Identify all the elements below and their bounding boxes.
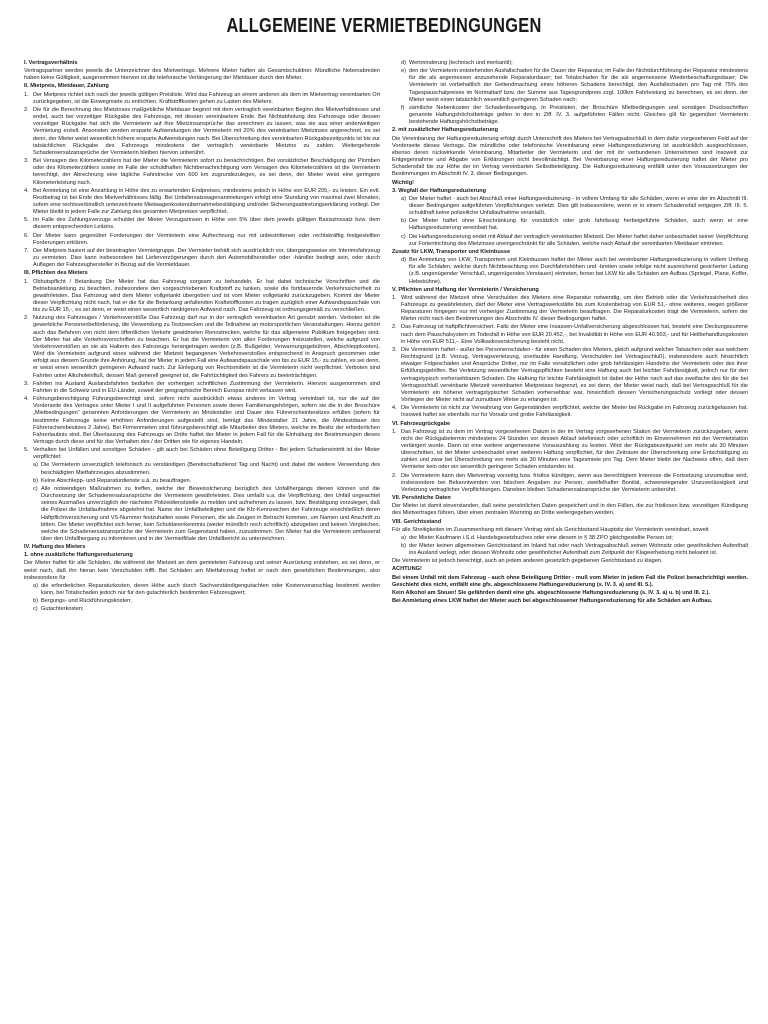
subclause-text: Der Mieter haftet - auch bei Abschluß einer Haftungsreduzierung - in vollem Umfang für alle Schäden, wenn er eine der im Abschnitt III. dieser Bedingungen aufgeführten Verpflichtungen verletzt. Dies gilt insbesondere, wenn er in einem Schadensfall entgegen Ziff. III. 5. schuldhaft keine polizeiliche Unfallaufnahme veranlaßt.	[409, 195, 748, 217]
clause-number: 5.	[24, 447, 29, 454]
clause-number: 4.	[24, 187, 29, 194]
clause-number: 5.	[24, 217, 29, 224]
clause-text: Die für die Berechnung des Mietzinses maßgebliche Mietdauer beginnt mit dem vertraglich vereinbarten Beginn des Mietverhältnisses und endet, auch bei vorzeitiger Rückgabe des Fahrzeugs, mit dessen vereinbartem Ende. Bei Nichtabholung des Fahrzeugs oder dessen vorzeitiger Rückgabe hat sich die Vermieterin auf ihre Mietzinsansprüche das anrechnen zu lassen, was sie aus einer anderweitigen Vermietung erzielt. Ansonsten werden ersparte Aufwendungen der Vermieterin mit 20% des vereinbarten Mietzinses angerechnet, es sei denn, der Mieter weist wesentlich höhere ersparte Aufwendungen nach. Bei Überschreitung des vereinbarten Rückgabezeitpunkts ist bis zur tatsächlichen Rückgabe des Fahrzeugs mindestens der vertraglich vereinbarte Mietzins zu zahlen. Weitergehende Schadensersatzansprüche der Vermieterin bleiben hiervon unberührt.	[33, 106, 381, 156]
subclause-letter: d)	[401, 60, 406, 66]
lettered-subclause	[24, 462, 380, 476]
section-heading: III. Pflichten des Mieters	[24, 270, 88, 277]
numbered-clause	[24, 188, 380, 217]
lettered-subclause	[24, 598, 380, 605]
numbered-clause	[24, 279, 380, 315]
clause-text: Die Vermieterin ist nicht zur Verwahrung von Gegenständen verpflichtet, welche der Mieter bei Rückgabe im Fahrzeug zurückgelassen hat. Insoweit haftet sie ebenfalls nur für Vorsatz und grobe Fahrlässigkeit.	[401, 405, 748, 419]
section-heading: 2. mit zusätzlicher Haftungsreduzierung	[392, 127, 498, 134]
paragraph: Der Mieter haftet für alle Schäden, die während der Mietzeit an dem gemieteten Fahrzeug und seiner Ausrüstung entstehen, es sei denn, er weist nach, daß ihn hieran kein Verschulden trifft. Bei Schäden am Mietfahrzeug haftet er nach den gesetzlichen Bestimmungen, also insbesondere für	[24, 560, 380, 581]
subclause-letter: a)	[401, 534, 406, 541]
subclause-text: Die Vermieterin unverzüglich telefonisch zu verständigen (Bereitschaftsdienst Tag und Nacht) und dabei die weitere Verwendung des beschädigten Mietfahrzeuges abzustimmen.	[41, 462, 380, 476]
lettered-subclause	[24, 583, 380, 597]
numbered-clause	[24, 217, 380, 231]
lettered-subclause	[392, 218, 748, 232]
clause-text: Das Fahrzeug ist haftpflichtversichert. Falls der Mieter eine Insassen-Unfallversicherung abgeschlossen hat, besteht eine Deckungssumme nach dem Pauschalsystem im Todesfall in Höhe von EUR 20.452,-, bei Invalidität in Höhe von EUR 40.903,- und für Heilbehandlungskosten in Höhe von EUR 511,-. Eine Vollkaskoversicherung besteht nicht.	[401, 324, 748, 345]
subclause-text: Die Haftungsreduzierung endet mit Ablauf der vertraglich vereinbarten Mietzeit. Der Mieter haftet daher unbeschadet seiner Verpflichtung zur Fortentrichtung des Mietzinses uneingeschränkt für alle Schäden, welche nach Ablauf der vereinbarten Mietdauer eintreten.	[409, 233, 748, 247]
clause-text: Der Mietpreis richtet sich nach der jeweils gültigen Preisliste. Wird das Fahrzeug an einem anderen als dem im Mietvertrag vereinbarten Ort zurückgegeben, ist die Einwegmiete zu entrichten. Kraftstoffkosten gehen zu Lasten des Mieters.	[33, 91, 380, 105]
subclause-text: den der Vermieterin entstehenden Ausfallschaden für die Dauer der Reparatur, im Falle der Nichtdurchführung der Reparatur mindestens für die als angemessen anzusehende Reparaturdauer; bei Totalschaden für die als angemessene Wiederbeschaffungsdauer; Die Vermieterin ist vorbehaltlich der Geltendmachung eines höheren Schadens berechtigt, den Ausfallschaden pro Tag mit 75% des Tagespauschalpreises im Normaltarif bzw. der Summe aus Tagesgrundpreis zzgl. 100km Fahrleistung zu berechnen, es sei denn, der Mieter weist einen tatsächlich wesentlich geringeren Schaden nach;	[409, 68, 748, 103]
paragraph: Die Vermieterin ist jedoch berechtigt, auch an jedem anderen gesetzlich gegebenen Gerichtsstand zu klagen.	[392, 558, 663, 565]
clause-number: 3.	[24, 380, 29, 387]
subclause-text: Keine Abschlepp- und Reparaturdienste u.ä. zu beauftragen.	[41, 477, 192, 484]
subclause-letter: d)	[401, 257, 406, 264]
subclause-text: Bei Anmietung von LKW, Transportern und Kleinbussen haftet der Mieter auch bei vereinbarter Haftungsreduzierung in vollem Umfang für alle Schäden, welche durch Nichtbeachtung von Durchfahrtshöhen und -breiten sowie infolge nicht ausreichend gesicherter Ladung (z.B. ungenügender Verschluß, ungenügendes Verstauen) eintreten, ferner bei LKW für alle Schäden am Aufbau (Spriegel, Plane, Koffer, Hebebühne).	[409, 257, 748, 285]
clause-number: 2.	[24, 315, 29, 322]
clause-text: Der Mieter kann gegenüber Forderungen der Vermieterin eine Aufrechnung nur mit unbestrittenen oder rechtskräftig festgestellten Forderungen erklären.	[33, 232, 380, 246]
numbered-clause	[24, 92, 380, 106]
clause-number: 1.	[24, 278, 29, 285]
lettered-subclause	[392, 105, 748, 126]
clause-number: 2.	[392, 324, 397, 331]
clause-number: 6.	[24, 232, 29, 239]
subclause-letter: c)	[401, 233, 406, 240]
clause-number: 3.	[24, 158, 29, 165]
lettered-subclause	[392, 234, 748, 248]
clause-number: 1.	[392, 428, 397, 435]
numbered-clause	[392, 405, 748, 419]
numbered-clause	[24, 396, 380, 446]
lettered-subclause	[24, 606, 380, 613]
clause-number: 1.	[24, 91, 29, 98]
clause-text: Führungsberechtigung Führungsberechtigt sind, sofern nicht ausdrücklich etwas anderes im Vertrag vereinbart ist, nur die auf der Vorderseite des Vertrages unter Mieter I und II aufgeführten Personen sowie deren Familienangehörigen, sofern sie die in der Broschüre „Mietbedingungen“ genannten Anforderungen der Vermieterin an Mindestalter und Dauer des Führerscheinbesitzes erfüllen (sofern für bestimmte Fahrzeuge keine erhöhten Anforderungen aufgestellt sind, beträgt das Mindestalter 21 Jahre, die Mindestdauer des Führerscheinbesitzes 2 Jahre). Bei Firmenmieten sind führungsberechtigt alle Mitarbeiter des Mieters, welche im Besitz der erforderlichen Fahrerlaubnis sind. Bei Überlassung des Fahrzeugs an Dritte haftet der Mieter in jedem Fall für die Einhaltung der Bestimmungen dieses Vertrags durch diese und für das Verhalten des / der Dritten wie für eigenes Handeln.	[33, 396, 380, 445]
subclause-text: der Mieter Kaufmann i.S.d. Handelsgesetzbuches oder eine diesem in § 38 ZPO gleichgestellte Person ist;	[409, 534, 673, 541]
lettered-subclause	[24, 486, 380, 543]
clause-text: Der Mietpreis basiert auf der beantragten Vermietgruppe. Der Vermieter behält sich ausdrücklich vor, übergangsweise ein Interimsfahrzeug zu vermieten. Dies kann insbesondere bei Lieferverzögerungen durch den Automobilhersteller oder -händler bedingt sein, oder durch Auflagen der Fahrzeughersteller in Bezug auf die Vermietdauer.	[33, 247, 380, 269]
section-heading: ACHTUNG!	[392, 566, 422, 573]
clause-number: 1.	[392, 294, 397, 301]
clause-text: Wird während der Mietzeit ohne Verschulden des Mieters eine Reparatur notwendig, um den Betrieb oder die Verkehrssicherheit des Fahrzeugs zu gewährleisten, darf der Mieter eine Vertragswerkstätte bis zum Kostenbetrag von EUR 51,- ohne weiteres, wegen größerer Reparaturen hingegen nur mit vorheriger Zustimmung der Vermieterin beauftragen. Die Reparaturkosten trägt die Vermieterin, sofern der Mieter nicht nach den Bestimmungen des Abschnitts IV. dieser Bedingungen haftet.	[401, 294, 748, 323]
section-heading: V. Pflichten und Haftung der Vermieterin / Versicherung	[392, 286, 539, 293]
numbered-clause	[392, 324, 748, 345]
paragraph: Für alle Streitigkeiten im Zusammenhang mit diesem Vertrag wird als Gerichtsstand Hauptsitz der Vermieterin vereinbart, soweit	[392, 526, 709, 533]
right-column	[392, 60, 748, 606]
subclause-letter: b)	[401, 218, 406, 225]
section-heading: VI. Fahrzeugrückgabe	[392, 420, 451, 427]
warning-text: Kein Alkohol am Steuer! Sie gefährden damit eine gfs. abgeschlossene Haftungsreduzierung (s. IV. 3. a) u. b) und III. 2.).	[392, 589, 710, 596]
clause-text: Bei Anmietung ist eine Anzahlung in Höhe des zu erwartenden Endpreises, mindestens jedoch in Höhe von EUR 205,- zu leisten. Ein evtl. Restbetrag ist bei Ende des Mietverhältnisses fällig. Bei Unfallersatzwagenanmietungen erfolgt eine Stundung von maximal zwei Monaten, sofern eine rechtsverbindlich unterzeichnete Mietwagenkostenübernahmebestätigung und/oder Sicherungsabtretungserklärung vorliegt. Der Mieter bleibt in jedem Falle zur Zahlung des gesamten Mietpreises verpflichtet.	[33, 187, 380, 216]
numbered-clause	[24, 447, 380, 461]
subclause-text: der Mieter keinen allgemeinen Gerichtsstand im Inland hat oder nach Vertragsabschluß seinen Wohnsitz oder gewöhnlichen Aufenthalt ins Ausland verlegt, oder dessen Wohnsitz oder gewöhnlicher Aufenthalt zum Zeitpunkt der Klageerhebung nicht bekannt ist.	[409, 543, 748, 557]
clause-text: Bei Versagen des Kilometerzählers hat der Mieter die Vermieterin sofort zu benachrichtigen. Bei vorsätzlicher Beschädigung der Plomben oder des Kilometerzählers sowie im Falle der schuldhaften Nichtbenachrichtigung vom Versagen des Kilometerzählers ist die Vermieterin berechtigt, der Abrechnung eine tägliche Fahrstrecke von 600 km zugrundezulegen, es sei denn, der Mieter weist eine geringere Kilometerleistung nach.	[33, 158, 380, 186]
subclause-letter: b)	[33, 477, 38, 484]
numbered-clause	[392, 295, 748, 324]
subclause-text: Der Mieter haftet ohne Einschränkung für vorsätzlich oder grob fahrlässig herbeigeführte Schäden, auch wenn er eine Haftungsreduzierung vereinbart hat.	[409, 218, 748, 232]
numbered-clause	[24, 233, 380, 247]
section-heading: IV. Haftung des Mieters	[24, 544, 86, 551]
paragraph: Vertragspartner werden jeweils die Unterzeichner des Mietvertrags. Mehrere Mieter haften als Gesamtschuldner. Mündliche Nebenabreden haben keine Gültigkeit, ausgenommen hiervon ist die telefonische Verlängerung der Mietdauer durch den Mieter.	[24, 68, 380, 82]
numbered-clause	[24, 381, 380, 395]
numbered-clause	[24, 158, 380, 187]
warning-text: Bei einem Unfall mit dem Fahrzeug - auch ohne Beteiligung Dritter - muß vom Mieter in jedem Fall die Polizei benachrichtigt werden. Geschieht dies nicht, entfällt eine gfs. abgeschlossene Haftungsreduzierung (s. IV. 3. a) und III. 5.).	[392, 574, 748, 588]
clause-text: Obhutspflicht / Betankung Der Mieter hat das Fahrzeug sorgsam zu behandeln. Er hat dabei technische Vorschriften und die Betriebsanleitung zu beachten, insbesondere den vorgeschriebenen Kraftstoff zu tanken, sowie die fortdauernde Verkehrssicherheit zu gewährleisten. Das Fahrzeug wird dem Mieter vollgetankt übergeben und ist vom Mieter vollgetankt zurückzugeben. Kommt der Mieter dieser Verpflichtung nicht nach, hat er die für die Betankung anfallenden Kraftstoffkosten zu tragen zuzüglich einer Aufwandspauschale von bis zu EUR 15,-, es sei denn, er weist einen wesentlich niedrigeren Aufwand nach. Das Fahrzeug ist ordnungsgemäß zu verschließen.	[33, 278, 380, 314]
subclause-letter: c)	[33, 485, 38, 492]
numbered-clause	[392, 429, 748, 472]
subclause-letter: a)	[33, 582, 38, 589]
clause-number: 4.	[24, 396, 29, 403]
clause-number: 3.	[392, 346, 397, 353]
section-heading: Wichtig!	[392, 179, 415, 186]
subclause-text: Bergungs- und Rückführungskosten;	[41, 598, 132, 605]
numbered-clause	[392, 473, 748, 494]
section-heading: I. Vertragsverhältnis	[24, 60, 78, 66]
section-heading: 3. Wegfall der Haftungsreduzierung	[392, 187, 487, 194]
numbered-clause	[24, 248, 380, 269]
section-heading: Zusatz für LKW, Transporter und Kleinbusse	[392, 248, 511, 255]
clause-number: 4.	[392, 405, 397, 412]
subclause-text: die erforderlichen Reparaturkosten, deren Höhe auch durch Sachverständigengutachten oder Kostenvoranschlag bestimmt werden kann, bei Totalschaden jedoch nur für den gutachterlich bestimmten Fahrzeugwert;	[41, 582, 380, 597]
subclause-letter: a)	[401, 195, 406, 202]
clause-text: Fahrten ins Ausland Auslandsfahrten bedürfen der vorherigen schriftlichen Zustimmung der Vermieterin. Hiervon ausgenommen sind Fahrten in die Schweiz und in EU-Länder, soweit der geographische Bereich Europas nicht verlassen wird.	[33, 380, 380, 394]
clause-number: 7.	[24, 247, 29, 254]
paragraph: Die Vereinbarung der Haftungsreduzierung erfolgt durch Unterschrift des Mieters bei Vertragsabschluß in dem dafür vorgesehenen Feld auf der Vorderseite dieses Vertrags. Die mündliche oder telefonische Vereinbarung einer Haftungsreduzierung ist ausdrücklich ausgeschlossen, ebenso deren rückwirkende Vereinbarung. Mitarbeiter der Vermieterin und der mit ihr verbundenen Unternehmen sind insoweit zur Entgegennahme und Abgabe von Erklärungen nicht bevollmächtigt. Bei Vereinbarung einer Haftungsreduzierung haftet der Mieter pro Schadensfall bis zur Höhe der im Vertrag vereinbarten Selbstbeteiligung. Die Haftungsreduzierung entfällt unter den Voraussetzungen der Bestimmungen im Abschnitt IV. 3. dieser Bedingungen.	[392, 135, 748, 178]
clause-text: Die Vermieterin haftet - außer bei Personenschäden - für einen Schaden des Mieters, gleich aufgrund welcher Tatsachen oder aus welchem Rechtsgrund (z.B. Verzug, Vertragsverletzung, unerlaubte Handlung, Verschulden bei Vertragsschluß), insbesondere auch hinsichtlich etwaiger Folgeschäden und Ansprüche Dritter, nur im Falle vorsätzlichen oder grob fahrlässigen Handelns der Vermieterin oder des ihrer Erfüllungsgehilfen. Bei Verletzung wesentlicher Vertragspflichten besteht eine Haftung auch bei leichter Fahrlässigkeit, jedoch nur für den vertragstypisch vorhersehbaren Schaden. Die Haftung für leichte Fahrlässigkeit ist dabei der Höhe nach auf das zweifache des für die bei Vertragsschluß vereinbarte Mietzeit vereinbarten Mietpreises begrenzt, es sei denn, der Mieter weist nach, daß bei Vertragsschluß für die Vermieterin ein höherer vertragstypischer Schaden vorhersehbar war, hinsichtlich dessen Versicherungsschutz vorliegt oder dessen Vorliegen der Mieter nicht auf zumutbare Weise zu erlangen ist.	[401, 346, 748, 404]
lettered-subclause	[24, 478, 380, 485]
subclause-text: Alle notwendigen Maßnahmen zu treffen, welche der Beweissicherung bezüglich des Unfallhergangs dienen können und die Durchsetzung der Schadenersatzansprüche der Vermieterin gewährleisten. Dies umfaßt u.a. die Verpflichtung, den Unfall ungeachtet seines Ausmaßes unverzüglich der nächsten Polizeidienststelle zu melden und aufnehmen zu lassen, bzw. Bestätigung vorzulegen, daß die Polizei die Unfallaufnahme abgelehnt hat. Name der Unfallbeteiligten und die Kfz-Kennzeichen der Fahrzeuge einschließlich deren Haftpflichtversicherung und VS-Nummer festzuhalten sowie Personen, die als Zeugen in Betracht kommen, um Namen und Anschrift zu bitten. Der Mieter verpflichtet sich ferner, kein Schuldanerkenntnis (weder mündlich noch schriftlich) abzugeben und keinen Vergleichen, welche die Schadenersatzansprüche der Vermieterin zum Gegenstand haben, zuzustimmen. Der Mieter hat die Vermieterin umfassend über den Unfallhergang zu informieren und in der Vermietfiliale den Unfallbericht zu unterzeichnen.	[41, 485, 380, 542]
lettered-subclause	[392, 60, 748, 67]
numbered-clause	[24, 107, 380, 157]
subclause-text: Wertminderung (technisch und merkantil);	[409, 60, 513, 66]
section-heading: II. Mietpreis, Mietdauer, Zahlung	[24, 83, 109, 90]
subclause-text: Gutachterkosten;	[41, 606, 84, 613]
subclause-letter: c)	[33, 606, 38, 613]
clause-text: Das Fahrzeug ist zu dem im Vertrag vorgesehenen Datum in der im Vertrag vorgesehenen Station der Vermieterin zurückzugeben, wenn nicht der Rückgabetermin mindestens 24 Stunden vor dessen Ablauf telefonisch oder schriftlich im Einvernehmen mit der Vermietstation verlängert wurde. Dann ist eine weitere angemessene Vorauszahlung zu leisten. Wird der Rückgabezeitpunkt um mehr als 30 Minuten überschritten, ist der Mieter unbeschadet einer weiteren Haftung verpflichtet, für den Zeitraum der Überschreitung eine Entschädigung zu zahlen und zwar bei Überschreitung von mehr als 30 Minuten eine Tagesmiete pro Tag. Dem Mieter bleibt der Nachweis offen, daß dem Vermieter kein oder ein wesentlich geringerer Schaden entstanden ist.	[401, 428, 748, 471]
warning-text: Bei Anmietung eines LKW haftet der Mieter auch bei abgeschlossener Haftungsreduzierung für alle Schäden am Aufbau.	[392, 598, 713, 605]
document-title: ALLGEMEINE VERMIETBEDINGUNGEN	[226, 15, 542, 37]
section-heading: 1. ohne zusätzliche Haftungsreduzierung	[24, 552, 133, 559]
lettered-subclause	[392, 535, 748, 542]
clause-text: Im Falle des Zahlungsverzugs schuldet der Mieter Verzugszinsen in Höhe von 5% über dem jeweils gültigen Basiszinssatz bzw. dem diesem entsprechenden Leitzins.	[33, 217, 380, 231]
left-column	[24, 60, 380, 615]
subclause-letter: a)	[33, 462, 38, 469]
clause-number: 2.	[24, 106, 29, 113]
clause-number: 2.	[392, 472, 397, 479]
subclause-letter: b)	[401, 543, 406, 549]
subclause-letter: f)	[401, 104, 405, 111]
lettered-subclause	[392, 68, 748, 104]
subclause-text: sämtliche Nebenkosten der Schadenbeseitigung. In Preislisten, der Broschüre Mietbedingungen und sonstigen Drucksschriften genannte Haftungshöchstbeträge gelten in den in Ziff. IV. 3. aufgeführten Fällen nicht. Gleiches gilt für gegenüber Vermieterin bestehende Haftungshöchstbeträge.	[409, 104, 748, 126]
clause-text: Nutzung des Fahrzeuges / Verkehrsverstöße Das Fahrzeug darf nur in der vertraglich vereinbarten Art genutzt werden. Verboten ist die gewerbliche Personenbeförderung, die Verwendung zu Testzwecken und die Teilnahme an motorsportlichen Veranstaltungen. Hierzu gehört auch das Befahren von nicht dem öffentlichen Verkehr gewidmeten Rennstrecken, welche für das allgemeine Publikum freigegeben sind. Der Mieter hat alle Verkehrsvorschriften zu beachten. Er hat die Vermieterin von allen Forderungen freizustellen, welche aufgrund von Verkehrsverstößen an sie als Halterin des Fahrzeugs herangetragen werden (z.B. Bußgelder, Verwarnungsgebühren, Abschleppkosten). Wird die Vermieterin aufgrund eines während der Mietzeit begangenen Verkehrsverstoßes entsprechend in Anspruch genommen oder erfolgt aus diesem Grunde ihre Anhörung, hat der Mieter in jedem Fall eine Aufwandspauschale von bis zu EUR 15,- zu zahlen, es sei denn, er weist einen wesentlich geringeren Aufwand nach. Zur Einlegung von Rechtsmitteln ist die Vermieterin nicht verpflichtet. Verboten sind Fahrten unter Alkoholeinfluß, dessen Maß generell geeignet ist, die Fahrtüchtigkeit des Fahrers zu beeinträchtigen.	[33, 315, 380, 379]
lettered-subclause	[392, 257, 748, 286]
paragraph: Der Mieter ist damit einverstanden, daß seine persönlichen Daten gespeichert und in den Fällen, die zur fristlosen bzw. vorzeitigen Kündigung des Mietvertrages führen, über einen zentralen Warnring an Dritte weitergegeben werden.	[392, 503, 748, 517]
numbered-clause	[24, 315, 380, 379]
lettered-subclause	[392, 543, 748, 557]
section-heading: VIII. Gerichtsstand	[392, 518, 442, 525]
lettered-subclause	[392, 196, 748, 217]
clause-text: Verhalten bei Unfällen und sonstigen Schäden - gilt auch bei Schäden ohne Beteiligung Dritter - Bei jedem Schadeneintritt ist der Mieter verpflichtet:	[33, 447, 380, 461]
section-heading: VII. Persönliche Daten	[392, 495, 451, 502]
numbered-clause	[392, 347, 748, 404]
clause-text: Die Vermieterin kann den Mietvertrag vorzeitig bzw. fristlos kündigen, wenn aus berechtigtem Interesse die Fortsetzung unzumutbar wird, insbesondere bei Bekanntwerden von falschen Angaben zur Person, zweifelhafter Bonität, schwerwiegender Unzuverlässigkeit und Verletzung vertraglicher Verpflichtungen. Daneben bleiben Schadenersatzansprüche der Vermieterin unberührt.	[401, 472, 748, 493]
subclause-letter: e)	[401, 68, 406, 75]
subclause-letter: b)	[33, 598, 38, 605]
